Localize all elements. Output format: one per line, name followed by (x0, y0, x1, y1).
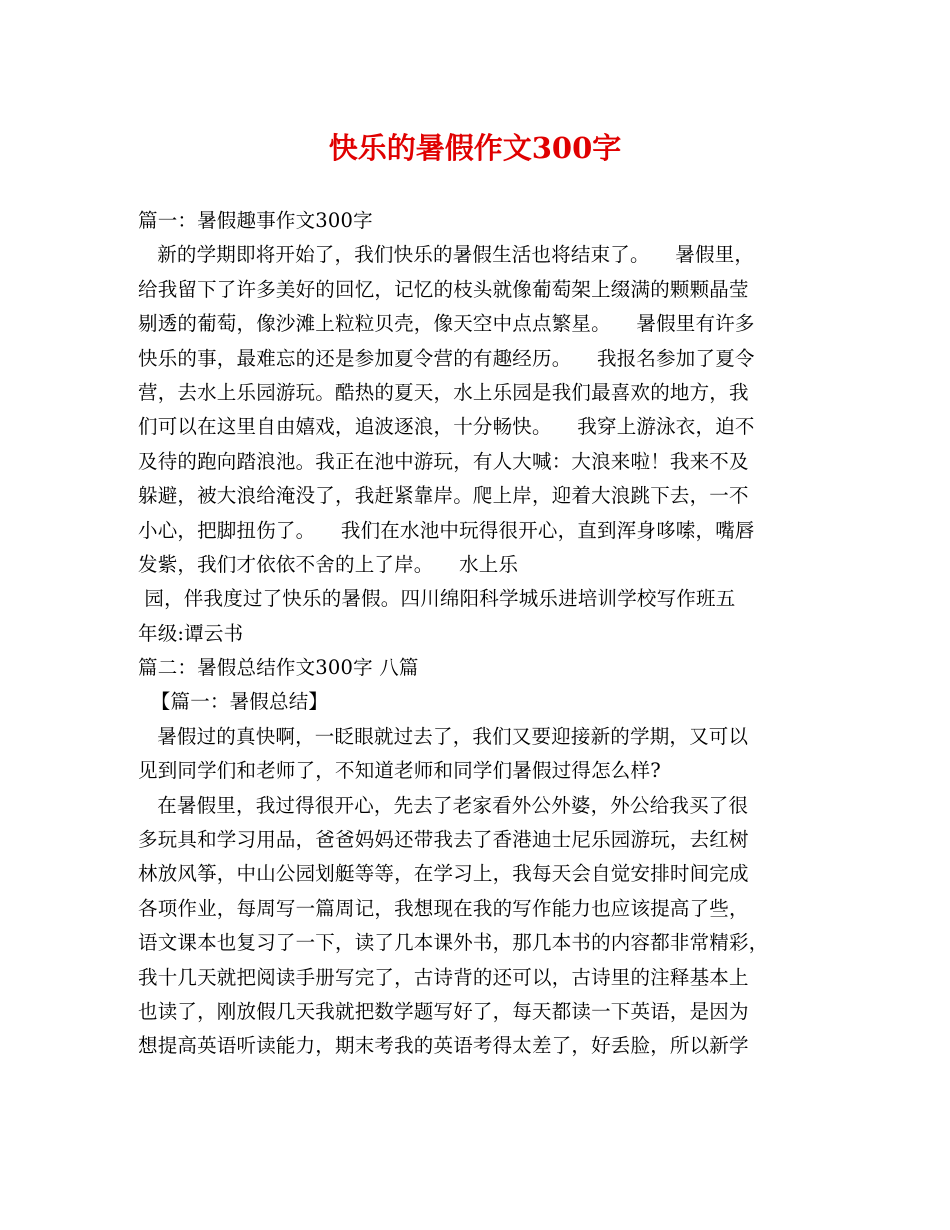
text-line: 营，去水上乐园游玩。酷热的夏天，水上乐园是我们最喜欢的地方，我 (138, 380, 749, 404)
document-body (138, 204, 820, 1064)
section-heading: 篇二：暑假总结作文300字 八篇 (138, 656, 419, 680)
text-line: 暑假过的真快啊，一眨眼就过去了，我们又要迎接新的学期，又可以 (138, 724, 749, 748)
text-line: 多玩具和学习用品，爸爸妈妈还带我去了香港迪士尼乐园游玩，去红树 (138, 828, 749, 852)
text-line: 们可以在这里自由嬉戏，追波逐浪，十分畅快。 我穿上游泳衣，迫不 (138, 415, 755, 439)
text-line: 给我留下了许多美好的回忆，记忆的枝头就像葡萄架上缀满的颗颗晶莹 (138, 277, 749, 301)
text-line: 剔透的葡萄，像沙滩上粒粒贝壳，像天空中点点繁星。 暑假里有许多 (138, 312, 755, 336)
text-line: 篇一：暑假趣事作文300字 (138, 209, 373, 232)
text-line: 小心，把脚扭伤了。 我们在水池中玩得很开心，直到浑身哆嗦，嘴唇 (138, 518, 755, 542)
text-line: 语文课本也复习了一下，读了几本课外书，那几本书的内容都非常精彩， (138, 931, 769, 955)
sub-heading: 【篇一：暑假总结】 (138, 690, 329, 714)
text-line: 躲避，被大浪给淹没了，我赶紧靠岸。爬上岸，迎着大浪跳下去，一不 (138, 484, 749, 508)
text-line: 也读了，刚放假几天我就把数学题写好了，每天都读一下英语，是因为 (138, 999, 749, 1023)
text-line: 园，伴我度过了快乐的暑假。四川绵阳科学城乐进培训学校写作班五 (138, 587, 736, 611)
document-title: 快乐的暑假作文300字 (328, 131, 622, 165)
text-line: 见到同学们和老师了，不知道老师和同学们暑假过得怎么样? (138, 759, 661, 783)
text-line: 新的学期即将开始了，我们快乐的暑假生活也将结束了。 暑假里， (138, 243, 755, 267)
text-line: 在暑假里，我过得很开心，先去了老家看外公外婆，外公给我买了很 (138, 793, 749, 817)
text-line: 发紫，我们才依依不舍的上了岸。 水上乐 (138, 552, 519, 576)
text-line: 年级:谭云书 (138, 621, 244, 645)
text-line: 想提高英语听读能力，期末考我的英语考得太差了，好丢脸，所以新学 (138, 1034, 749, 1058)
text-line: 我十几天就把阅读手册写完了，古诗背的还可以，古诗里的注释基本上 (138, 965, 749, 989)
text-line: 及待的跑向踏浪池。我正在池中游玩，有人大喊：大浪来啦！我来不及 (138, 449, 749, 473)
text-line: 林放风筝，中山公园划艇等等，在学习上，我每天会自觉安排时间完成 (138, 862, 749, 886)
text-line: 各项作业，每周写一篇周记，我想现在我的写作能力也应该提高了些， (138, 896, 749, 920)
text-line: 快乐的事，最难忘的还是参加夏令营的有趣经历。 我报名参加了夏令 (138, 346, 755, 370)
